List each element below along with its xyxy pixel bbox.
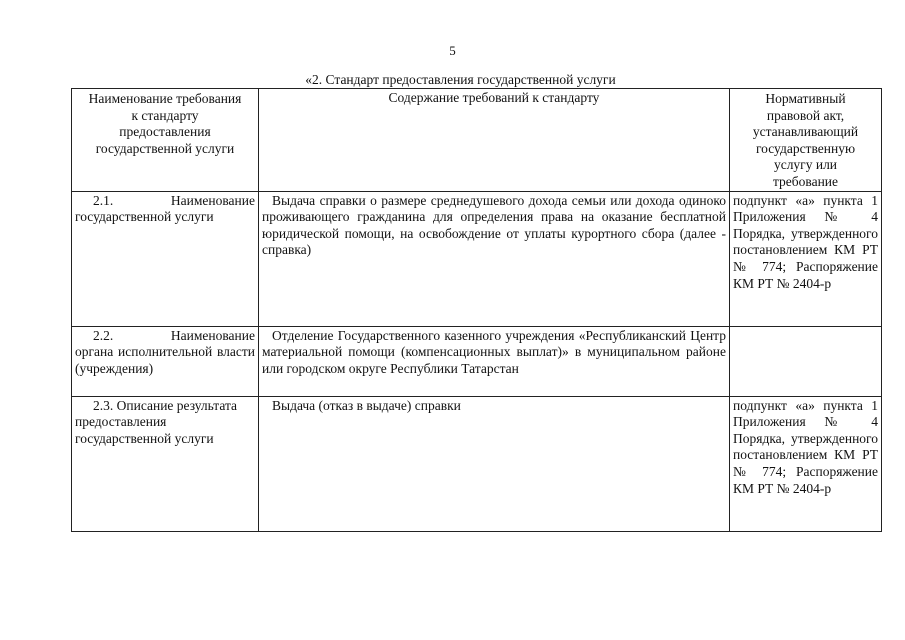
row-requirement-name bbox=[72, 326, 259, 396]
row-label-rest: органа исполнительной власти (учреждения) bbox=[75, 344, 255, 376]
row-requirement-name bbox=[72, 396, 259, 531]
page-number: 5 bbox=[449, 43, 456, 58]
row-requirement-content bbox=[259, 326, 730, 396]
table-row bbox=[72, 396, 882, 531]
table-header-row bbox=[72, 89, 882, 192]
row-label-rest: предоставления государственной услуги bbox=[75, 414, 214, 446]
header-legal-act: Нормативный правовой акт, устанавливающий государственную услугу или требование bbox=[730, 89, 882, 192]
row-number-label: 2.2. Наименование bbox=[93, 327, 255, 343]
row-requirement-content bbox=[259, 396, 730, 531]
row-legal-act bbox=[730, 326, 882, 396]
header-requirement-name: Наименование требования к стандарту предоставления государственной услуги bbox=[72, 89, 259, 192]
row-content-text: Выдача справки о размере среднедушевого дохода семьи или дохода одиноко проживающего гражданина для определения права на оказание бесплатной юридической помощи, на освобождение от уплаты курортного сбора (далее - справка) bbox=[262, 192, 726, 258]
row-content-text: Выдача (отказ в выдаче) справки bbox=[272, 397, 461, 413]
table-title: «2. Стандарт предоставления государственной услуги bbox=[305, 72, 616, 87]
row-requirement-name bbox=[72, 191, 259, 326]
standard-table bbox=[71, 88, 882, 532]
table-row bbox=[72, 326, 882, 396]
header-requirement-content: Содержание требований к стандарту bbox=[259, 89, 730, 192]
row-content-text: Отделение Государственного казенного учреждения «Республиканский Центр материальной помощи (компенсационных выплат)» в муниципальном районе или городском округе Республики Татарстан bbox=[262, 327, 726, 376]
row-legal-act: подпункт «а» пункта 1 Приложения № 4 Порядка, утвержденного постановлением КМ РТ № 774; Распоряжение КМ РТ № 2404-р bbox=[730, 191, 882, 326]
row-label-rest: государственной услуги bbox=[75, 209, 214, 225]
row-number-label: 2.1. Наименование bbox=[93, 192, 255, 208]
row-requirement-content bbox=[259, 191, 730, 326]
row-legal-act: подпункт «а» пункта 1 Приложения № 4 Порядка, утвержденного постановлением КМ РТ № 774; Распоряжение КМ РТ № 2404-р bbox=[730, 396, 882, 531]
row-number-label: 2.3. Описание результата bbox=[93, 397, 238, 413]
table-row bbox=[72, 191, 882, 326]
